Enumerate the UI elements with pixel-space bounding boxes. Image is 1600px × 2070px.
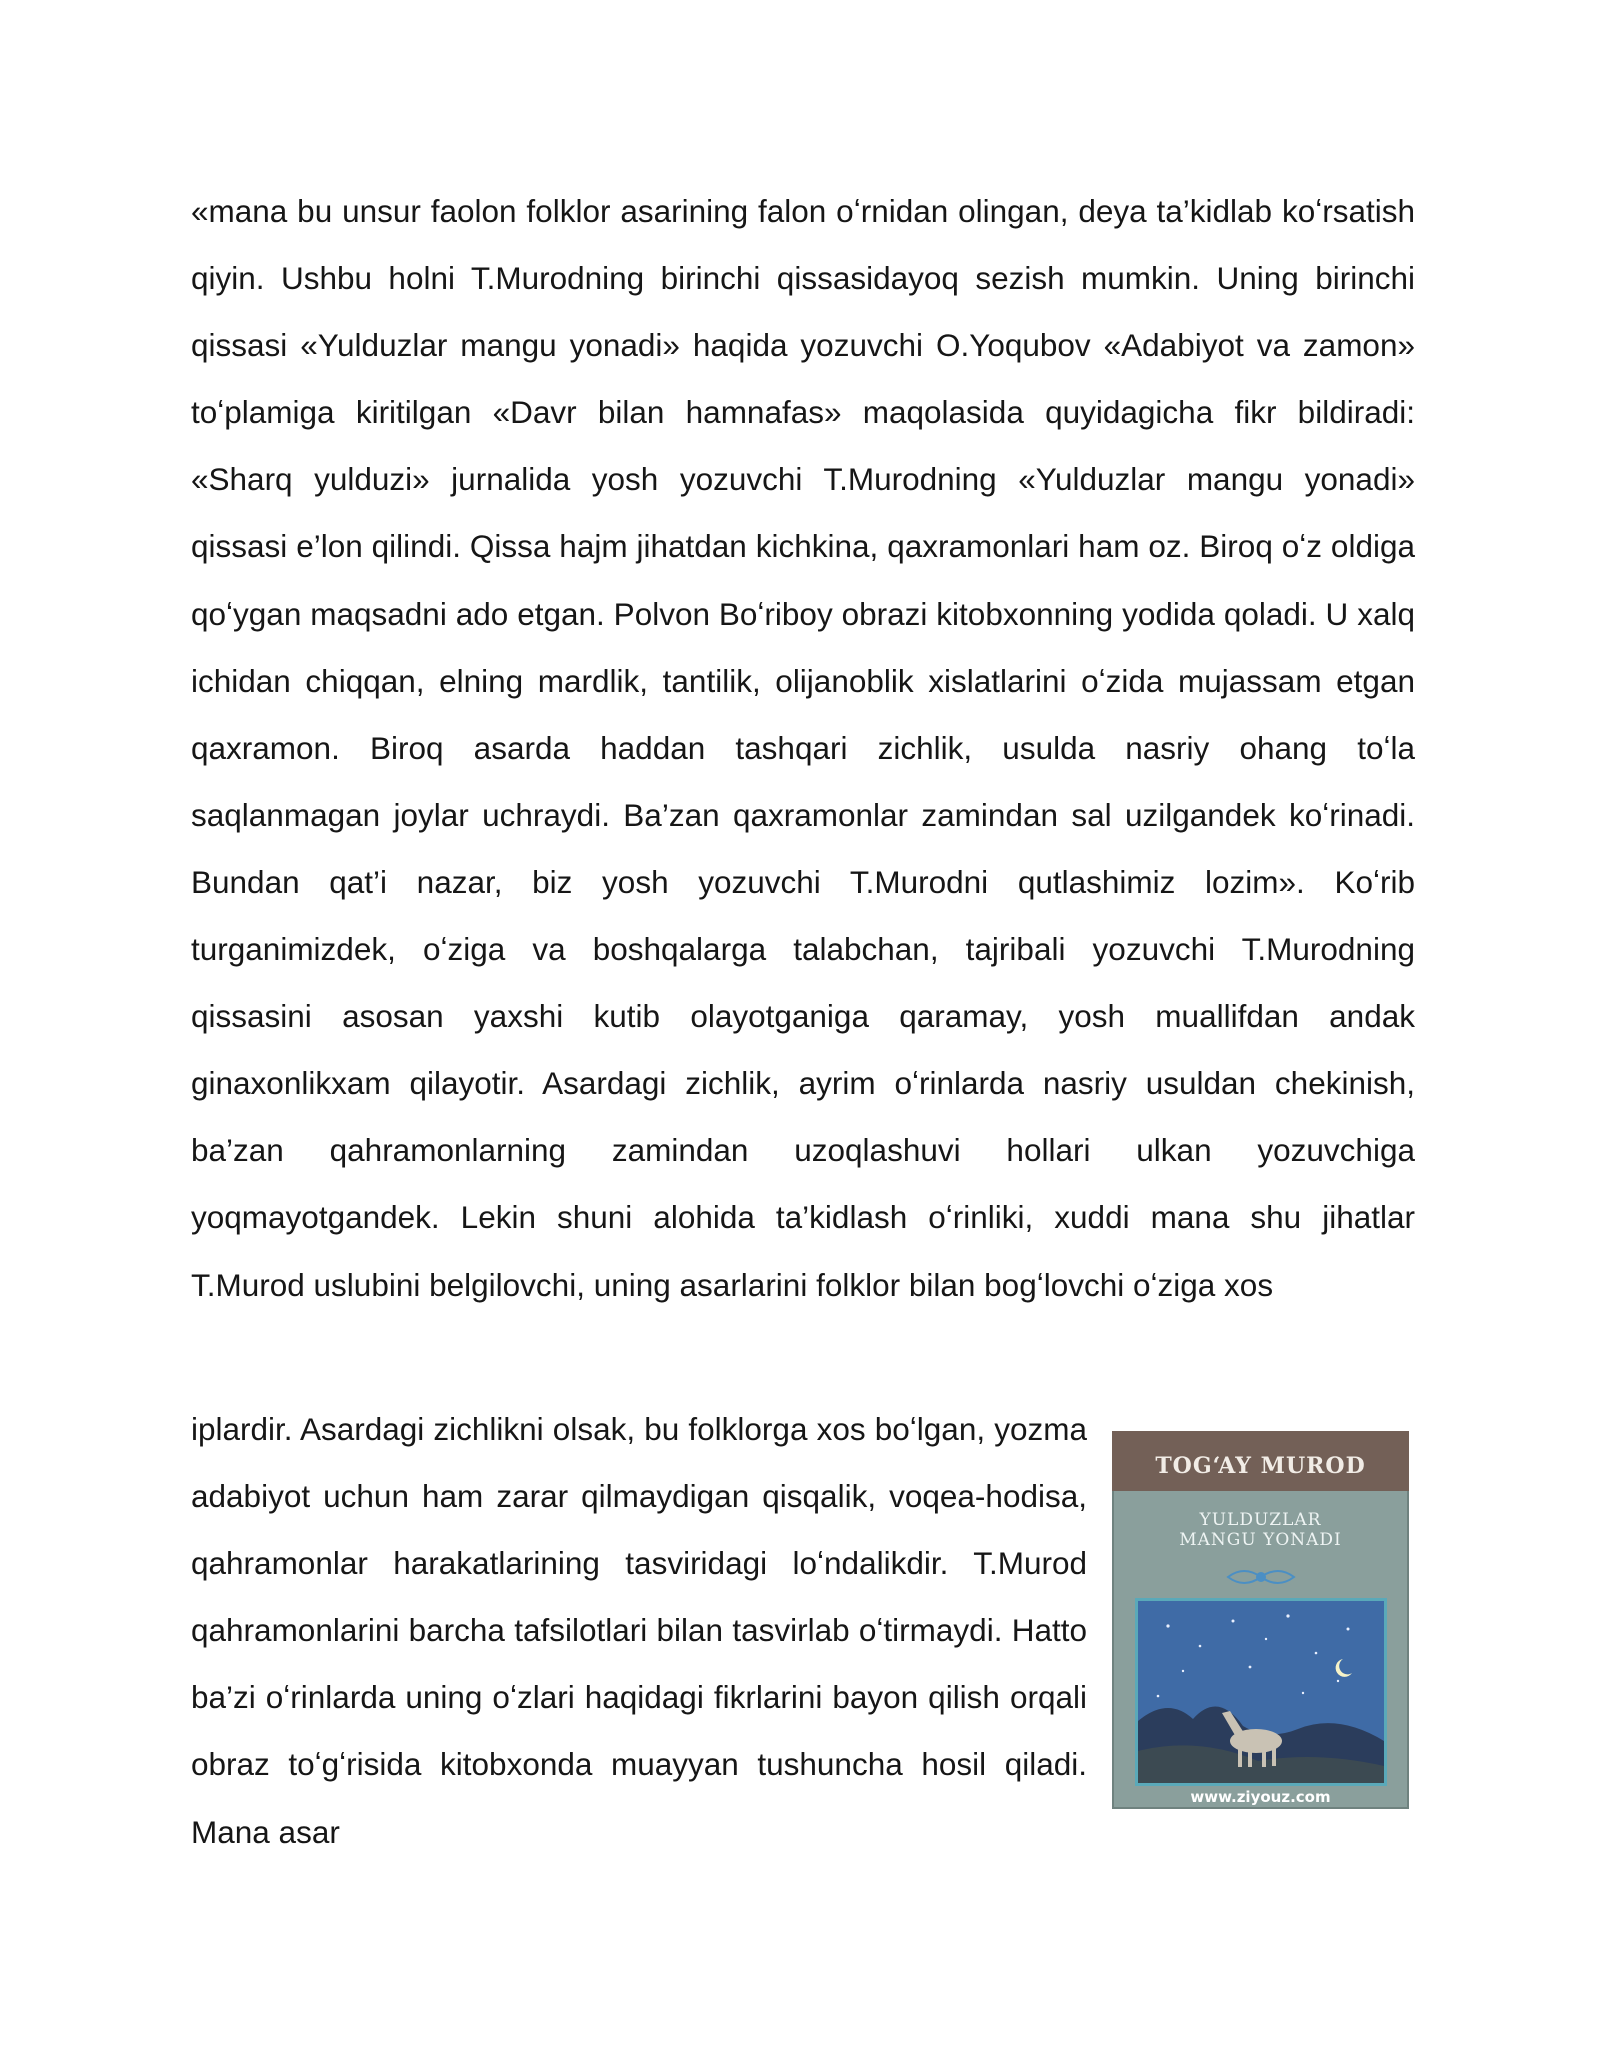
cover-website: www.ziyouz.com bbox=[1190, 1788, 1331, 1806]
cover-author: TOGʻAY MUROD bbox=[1155, 1453, 1366, 1479]
night-scene-illustration bbox=[1138, 1601, 1384, 1783]
cover-title-line2: MANGU YONADI bbox=[1179, 1530, 1342, 1550]
cover-title-line1: YULDUZLAR bbox=[1199, 1510, 1322, 1530]
cover-title bbox=[1112, 1510, 1409, 1550]
cover-night-scene bbox=[1138, 1601, 1384, 1783]
ornament-icon bbox=[1224, 1563, 1298, 1591]
paragraph-bottom: iplardir. Asardagi zichlikni olsak, bu folklorga xos boʻlgan, yozma adabiyot uchun ham zarar qilmaydigan qisqalik, voqea-hodisa, qahramonlar harakatlarining tasviridagi loʻndalikdir. T.Murod qahramonlarini barcha tafsilotlari bilan tasvirlab oʻtirmaydi. Hatto ba’zi oʻrinlarda uning oʻzlari haqidagi fikrlarini bayon qilish orqali obraz toʻgʻrisida kitobxonda muayyan tushuncha hosil qiladi. Mana asar bbox=[191, 1411, 1087, 1850]
book-cover-image bbox=[1112, 1431, 1409, 1809]
paragraph-top: «mana bu unsur faolon folklor asarining falon oʻrnidan olingan, deya ta’kidlab koʻrsatish qiyin. Ushbu holni T.Murodning birinchi qissasidayoq sezish mumkin. Uning birinchi qissasi «Yulduzlar mangu yonadi» haqida yozuvchi O.Yoqubov «Adabiyot va zamon» toʻplamiga kiritilgan «Davr bilan hamnafas» maqolasida quyidagicha fikr bildiradi: «Sharq yulduzi» jurnalida yosh yozuvchi T.Murodning «Yulduzlar mangu yonadi» qissasi e’lon qilindi. Qissa hajm jihatdan kichkina, qaxramonlari ham oz. Biroq oʻz oldiga qoʻygan maqsadni ado etgan. Polvon Boʻriboy obrazi kitobxonning yodida qoladi. U xalq ichidan chiqqan, elning mardlik, tantilik, olijanoblik xislatlarini oʻzida mujassam etgan qaxramon. Biroq asarda haddan tashqari zichlik, usulda nasriy ohang toʻla saqlanmagan joylar uchraydi. Ba’zan qaxramonlar zamindan sal uzilgandek koʻrinadi. Bundan qat’i nazar, biz yosh yozuvchi T.Murodni qutlashimiz lozim». Koʻrib turganimizdek, oʻziga va boshqalarga talabchan, tajribali yozuvchi T.Murodning qissasini asosan yaxshi kutib olayotganiga qaramay, yosh muallifdan andak ginaxonlikxam qilayotir. Asardagi zichlik, ayrim oʻrinlarda nasriy usuldan chekinish, ba’zan qahramonlarning zamindan uzoqlashuvi hollari ulkan yozuvchiga yoqmayotgandek. Lekin shuni alohida ta’kidlash oʻrinliki, xuddi mana shu jihatlar T.Murod uslubini belgilovchi, uning asarlarini folklor bilan bogʻlovchi oʻziga xos bbox=[191, 193, 1415, 1303]
